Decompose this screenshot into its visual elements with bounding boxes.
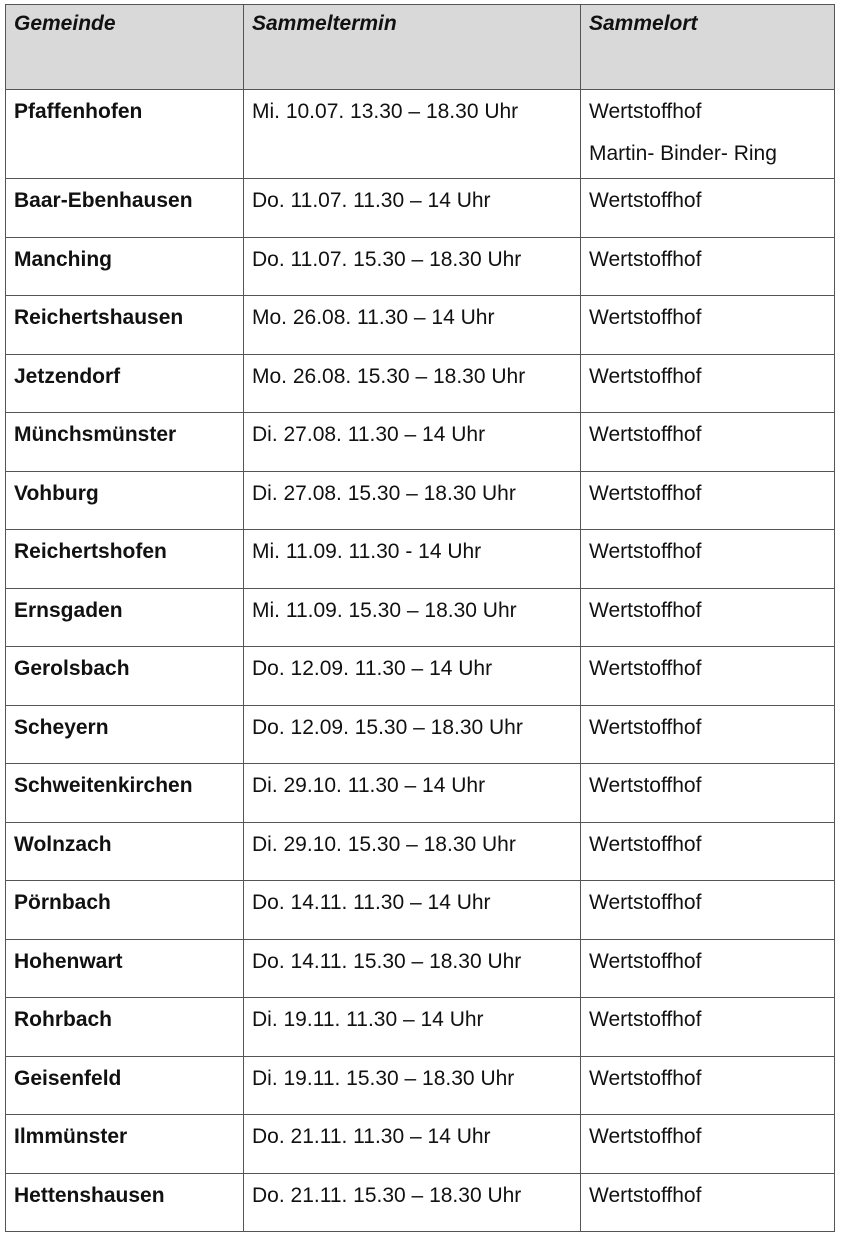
cell-gemeinde: Rohrbach (6, 998, 244, 1057)
cell-sammelort (581, 647, 835, 706)
cell-sammeltermin: Do. 11.07. 15.30 – 18.30 Uhr (244, 237, 581, 296)
cell-sammeltermin: Di. 19.11. 11.30 – 14 Uhr (244, 998, 581, 1057)
cell-gemeinde: Scheyern (6, 705, 244, 764)
cell-sammelort (581, 764, 835, 823)
table-body (6, 90, 835, 1232)
table-row (6, 822, 835, 881)
cell-gemeinde: Schweitenkirchen (6, 764, 244, 823)
cell-sammeltermin: Mi. 11.09. 11.30 - 14 Uhr (244, 530, 581, 589)
cell-gemeinde: Reichertshofen (6, 530, 244, 589)
sammelort-line: Wertstoffhof (589, 1125, 702, 1148)
sammelort-line: Wertstoffhof (589, 1066, 702, 1090)
table-row (6, 998, 835, 1057)
table-row (6, 413, 835, 472)
cell-sammelort (581, 179, 835, 238)
table-row (6, 354, 835, 413)
cell-gemeinde: Jetzendorf (6, 354, 244, 413)
table-row (6, 764, 835, 823)
cell-sammelort (581, 1173, 835, 1232)
table-row (6, 90, 835, 179)
cell-sammeltermin: Mo. 26.08. 15.30 – 18.30 Uhr (244, 354, 581, 413)
table-row (6, 647, 835, 706)
cell-gemeinde: Hettenshausen (6, 1173, 244, 1232)
table-row (6, 1056, 835, 1115)
cell-sammelort (581, 471, 835, 530)
table-header (6, 5, 835, 90)
cell-gemeinde: Geisenfeld (6, 1056, 244, 1115)
cell-sammeltermin: Do. 11.07. 11.30 – 14 Uhr (244, 179, 581, 238)
sammelort-line: Wertstoffhof (589, 891, 702, 914)
sammelort-line: Wertstoffhof (589, 189, 702, 212)
cell-sammeltermin: Do. 12.09. 15.30 – 18.30 Uhr (244, 705, 581, 764)
cell-sammeltermin: Do. 14.11. 11.30 – 14 Uhr (244, 881, 581, 940)
cell-gemeinde: Wolnzach (6, 822, 244, 881)
table-row (6, 471, 835, 530)
sammelort-line: Wertstoffhof (589, 1183, 702, 1207)
cell-sammeltermin: Di. 29.10. 11.30 – 14 Uhr (244, 764, 581, 823)
header-gemeinde: Gemeinde (6, 5, 244, 90)
table-row (6, 1173, 835, 1232)
table-row (6, 179, 835, 238)
cell-gemeinde: Pörnbach (6, 881, 244, 940)
sammelort-line: Wertstoffhof (589, 423, 702, 446)
table-row (6, 1115, 835, 1174)
sammelort-line: Wertstoffhof (589, 306, 702, 329)
cell-sammeltermin: Mi. 10.07. 13.30 – 18.30 Uhr (244, 90, 581, 179)
cell-sammeltermin: Do. 12.09. 11.30 – 14 Uhr (244, 647, 581, 706)
cell-sammeltermin: Do. 14.11. 15.30 – 18.30 Uhr (244, 939, 581, 998)
cell-gemeinde: Reichertshausen (6, 296, 244, 355)
cell-sammelort (581, 1056, 835, 1115)
sammelort-line: Wertstoffhof (589, 364, 702, 388)
header-sammeltermin: Sammeltermin (244, 5, 581, 90)
sammelort-line: Wertstoffhof (589, 540, 702, 563)
cell-sammelort (581, 354, 835, 413)
table-row (6, 939, 835, 998)
cell-sammeltermin: Di. 27.08. 15.30 – 18.30 Uhr (244, 471, 581, 530)
table-row (6, 237, 835, 296)
cell-sammelort (581, 90, 835, 179)
cell-sammelort (581, 939, 835, 998)
cell-sammeltermin: Di. 29.10. 15.30 – 18.30 Uhr (244, 822, 581, 881)
sammelort-line: Wertstoffhof (589, 949, 702, 973)
cell-sammelort (581, 998, 835, 1057)
sammelort-line: Wertstoffhof (589, 715, 702, 739)
cell-sammeltermin: Do. 21.11. 15.30 – 18.30 Uhr (244, 1173, 581, 1232)
cell-gemeinde: Vohburg (6, 471, 244, 530)
sammelort-line: Wertstoffhof (589, 598, 702, 622)
sammelort-line: Wertstoffhof (589, 1008, 702, 1031)
cell-sammelort (581, 296, 835, 355)
cell-gemeinde: Münchsmünster (6, 413, 244, 472)
sammelort-line: Wertstoffhof (589, 832, 702, 856)
table-row (6, 588, 835, 647)
sammelort-line: Wertstoffhof (589, 657, 702, 680)
cell-sammelort (581, 237, 835, 296)
cell-sammeltermin: Do. 21.11. 11.30 – 14 Uhr (244, 1115, 581, 1174)
cell-sammelort (581, 530, 835, 589)
cell-sammelort (581, 822, 835, 881)
cell-sammeltermin: Mo. 26.08. 11.30 – 14 Uhr (244, 296, 581, 355)
cell-sammeltermin: Mi. 11.09. 15.30 – 18.30 Uhr (244, 588, 581, 647)
cell-sammelort (581, 413, 835, 472)
sammelort-line: Wertstoffhof (589, 247, 702, 271)
cell-gemeinde: Manching (6, 237, 244, 296)
cell-gemeinde: Baar-Ebenhausen (6, 179, 244, 238)
cell-gemeinde: Pfaffenhofen (6, 90, 244, 179)
cell-sammeltermin: Di. 19.11. 15.30 – 18.30 Uhr (244, 1056, 581, 1115)
header-row (6, 5, 835, 90)
collection-schedule-table (5, 4, 835, 1232)
cell-sammelort (581, 881, 835, 940)
cell-gemeinde: Hohenwart (6, 939, 244, 998)
cell-gemeinde: Ilmmünster (6, 1115, 244, 1174)
header-sammelort: Sammelort (581, 5, 835, 90)
cell-gemeinde: Gerolsbach (6, 647, 244, 706)
cell-sammelort (581, 705, 835, 764)
cell-gemeinde: Ernsgaden (6, 588, 244, 647)
sammelort-line: Wertstoffhof (589, 774, 702, 797)
table-row (6, 296, 835, 355)
table-row (6, 530, 835, 589)
sammelort-line: Martin- Binder- Ring (589, 142, 777, 165)
table-row (6, 881, 835, 940)
cell-sammelort (581, 588, 835, 647)
sammelort-line: Wertstoffhof (589, 100, 702, 123)
sammelort-line: Wertstoffhof (589, 481, 702, 505)
cell-sammelort (581, 1115, 835, 1174)
cell-sammeltermin: Di. 27.08. 11.30 – 14 Uhr (244, 413, 581, 472)
table-row (6, 705, 835, 764)
